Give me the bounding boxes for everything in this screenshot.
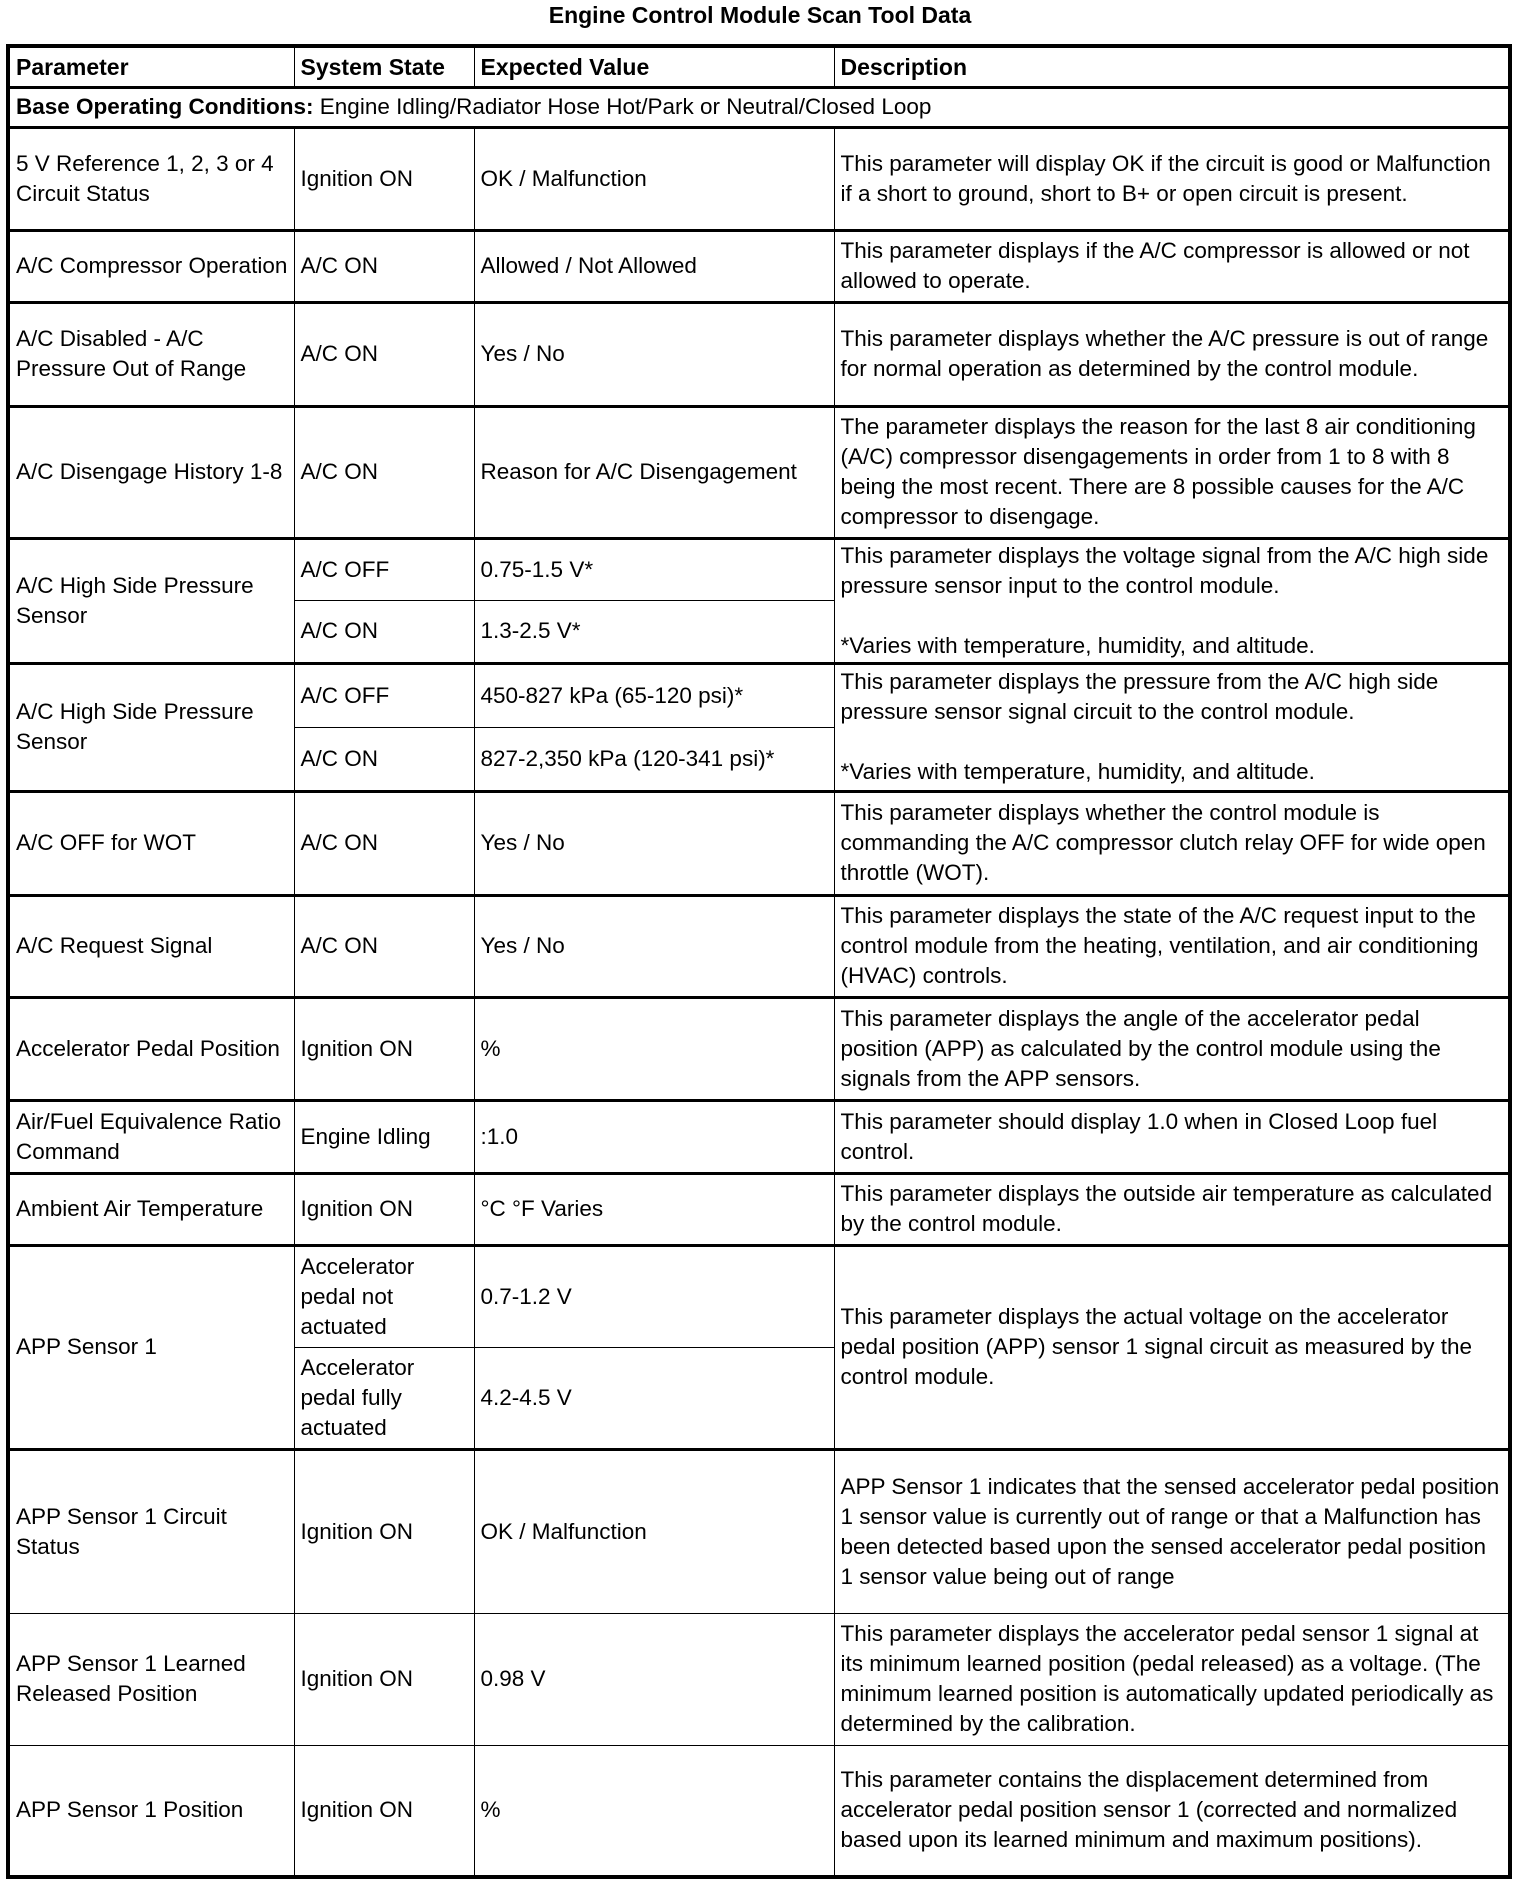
system-state-cell: Engine Idling [294,1100,474,1173]
description-cell [834,663,1510,791]
expected-value-cell: 1.3-2.5 V* [474,600,834,663]
system-state-cell: A/C ON [294,230,474,302]
column-header-expected-value: Expected Value [474,46,834,87]
system-state-cell: Ignition ON [294,1613,474,1745]
description-cell: The parameter displays the reason for the last 8 air conditioning (A/C) compressor disengagements in order from 1 to 8 with 8 being the most recent. There are 8 possible causes for the A/C compressor to disengage. [834,406,1510,538]
table-row [8,1449,1510,1613]
expected-value-cell: :1.0 [474,1100,834,1173]
expected-value-cell: °C °F Varies [474,1173,834,1245]
column-header-system-state: System State [294,46,474,87]
document-title: Engine Control Module Scan Tool Data [548,2,972,28]
expected-value-cell: 0.7-1.2 V [474,1245,834,1347]
description-cell: This parameter should display 1.0 when in Closed Loop fuel control. [834,1100,1510,1173]
expected-value-cell: % [474,997,834,1100]
table-row [8,1173,1510,1245]
expected-value-cell: 450-827 kPa (65-120 psi)* [474,663,834,727]
description-cell: This parameter displays the angle of the accelerator pedal position (APP) as calculated by the control module using the signals from the APP sensors. [834,997,1510,1100]
expected-value-cell: Yes / No [474,791,834,895]
parameter-cell: 5 V Reference 1, 2, 3 or 4 Circuit Status [8,127,294,230]
description-text: This parameter displays the voltage signal from the A/C high side pressure sensor input to the control module. [840,542,1489,598]
table-row [8,406,1510,538]
table-row [8,538,1510,600]
description-cell: This parameter displays the state of the A/C request input to the control module from the heating, ventilation, and air conditioning (HVAC) controls. [834,895,1510,997]
expected-value-cell: 4.2-4.5 V [474,1347,834,1449]
expected-value-cell: OK / Malfunction [474,127,834,230]
base-conditions-row [8,87,1510,127]
table-row [8,997,1510,1100]
system-state-cell: A/C ON [294,302,474,406]
table-row [8,895,1510,997]
table-header-row [8,46,1510,87]
description-cell: This parameter displays the outside air temperature as calculated by the control module. [834,1173,1510,1245]
expected-value-cell: % [474,1745,834,1877]
parameter-cell: A/C Disabled - A/C Pressure Out of Range [8,302,294,406]
system-state-cell: Ignition ON [294,1173,474,1245]
parameter-cell: A/C High Side Pressure Sensor [8,663,294,791]
base-conditions-label: Base Operating Conditions: [16,94,314,119]
description-cell [834,538,1510,663]
parameter-cell: Air/Fuel Equivalence Ratio Command [8,1100,294,1173]
parameter-cell: A/C High Side Pressure Sensor [8,538,294,663]
parameter-cell: Ambient Air Temperature [8,1173,294,1245]
table-row [8,1245,1510,1347]
parameter-cell: A/C Disengage History 1-8 [8,406,294,538]
system-state-cell: A/C OFF [294,663,474,727]
expected-value-cell: 0.98 V [474,1613,834,1745]
description-footnote: *Varies with temperature, humidity, and altitude. [840,632,1315,658]
table-row [8,1745,1510,1877]
parameter-cell: APP Sensor 1 Learned Released Position [8,1613,294,1745]
base-conditions-value: Engine Idling/Radiator Hose Hot/Park or Neutral/Closed Loop [313,94,932,119]
table-row [8,127,1510,230]
system-state-cell: Ignition ON [294,1449,474,1613]
system-state-cell: Accelerator pedal fully actuated [294,1347,474,1449]
column-header-parameter: Parameter [8,46,294,87]
system-state-cell: A/C ON [294,600,474,663]
description-cell: APP Sensor 1 indicates that the sensed accelerator pedal position 1 sensor value is currently out of range or that a Malfunction has been detected based upon the sensed accelerator pedal position 1 sensor value being out of range [834,1449,1510,1613]
expected-value-cell: 0.75-1.5 V* [474,538,834,600]
base-conditions [8,87,1510,127]
parameter-cell: APP Sensor 1 Position [8,1745,294,1877]
parameter-cell: Accelerator Pedal Position [8,997,294,1100]
expected-value-cell: OK / Malfunction [474,1449,834,1613]
table-row [8,230,1510,302]
expected-value-cell: Allowed / Not Allowed [474,230,834,302]
table-row [8,1613,1510,1745]
table-row [8,302,1510,406]
expected-value-cell: Reason for A/C Disengagement [474,406,834,538]
parameter-cell: A/C Compressor Operation [8,230,294,302]
description-text: This parameter displays the pressure from the A/C high side pressure sensor signal circuit to the control module. [840,669,1439,724]
description-cell: This parameter contains the displacement determined from accelerator pedal position sensor 1 (corrected and normalized based upon its learned minimum and maximum positions). [834,1745,1510,1877]
description-cell: This parameter will display OK if the circuit is good or Malfunction if a short to ground, short to B+ or open circuit is present. [834,127,1510,230]
description-cell: This parameter displays if the A/C compressor is allowed or not allowed to operate. [834,230,1510,302]
column-header-description: Description [834,46,1510,87]
table-row [8,1100,1510,1173]
expected-value-cell: Yes / No [474,895,834,997]
system-state-cell: Accelerator pedal not actuated [294,1245,474,1347]
description-cell: This parameter displays the accelerator pedal sensor 1 signal at its minimum learned position (pedal released) as a voltage. (The minimum learned position is automatically updated periodically as determined by the calibration. [834,1613,1510,1745]
description-footnote: *Varies with temperature, humidity, and altitude. [840,759,1315,784]
parameter-cell: APP Sensor 1 [8,1245,294,1449]
parameter-cell: A/C OFF for WOT [8,791,294,895]
system-state-cell: Ignition ON [294,1745,474,1877]
table-row [8,791,1510,895]
system-state-cell: A/C OFF [294,538,474,600]
table-row [8,663,1510,727]
expected-value-cell: Yes / No [474,302,834,406]
system-state-cell: A/C ON [294,895,474,997]
system-state-cell: A/C ON [294,791,474,895]
parameter-cell: A/C Request Signal [8,895,294,997]
description-cell: This parameter displays whether the control module is commanding the A/C compressor clutch relay OFF for wide open throttle (WOT). [834,791,1510,895]
parameter-cell: APP Sensor 1 Circuit Status [8,1449,294,1613]
description-cell: This parameter displays the actual voltage on the accelerator pedal position (APP) sensor 1 signal circuit as measured by the control module. [834,1245,1510,1449]
description-cell: This parameter displays whether the A/C pressure is out of range for normal operation as determined by the control module. [834,302,1510,406]
expected-value-cell: 827-2,350 kPa (120-341 psi)* [474,727,834,791]
system-state-cell: A/C ON [294,727,474,791]
scan-tool-data-table [6,44,1512,1879]
system-state-cell: Ignition ON [294,997,474,1100]
system-state-cell: Ignition ON [294,127,474,230]
system-state-cell: A/C ON [294,406,474,538]
